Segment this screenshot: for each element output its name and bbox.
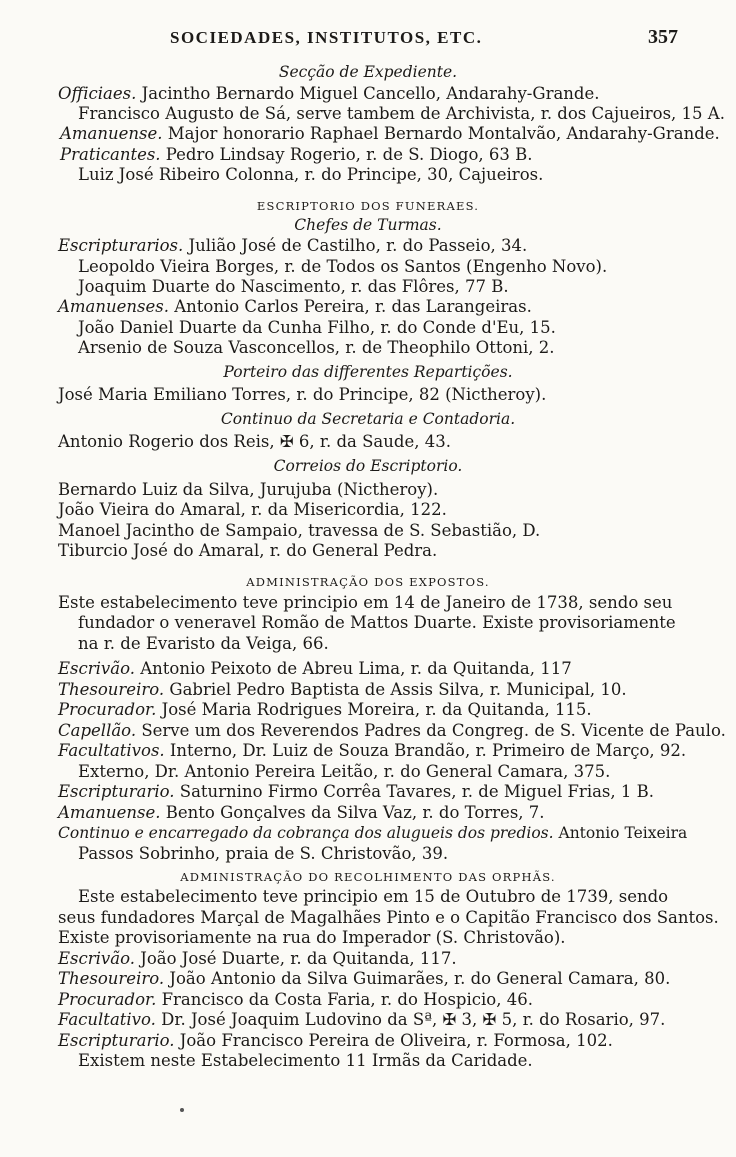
entry-text: fundador o veneravel Romão de Mattos Duarte. Existe provisoriamente xyxy=(78,613,676,632)
entry-label: Escrivão. xyxy=(58,949,135,968)
text-line xyxy=(58,432,451,452)
text-line xyxy=(78,844,448,864)
entry-label: Procurador. xyxy=(58,700,157,719)
entry-label: Continuo e encarregado da cobrança dos alugueis dos predios. xyxy=(58,824,554,842)
text-line xyxy=(58,782,654,802)
entry-text: Saturnino Firmo Corrêa Tavares, r. de Miguel Frias, 1 B. xyxy=(174,782,655,801)
entry-text: Manoel Jacintho de Sampaio, travessa de S. Sebastião, D. xyxy=(58,521,541,540)
entry-text: Serve um dos Reverendos Padres da Congreg. de S. Vicente de Paulo. xyxy=(136,721,726,740)
entry-label: Officiaes. xyxy=(58,84,137,103)
text-line xyxy=(58,741,686,761)
entry-text: João Vieira do Amaral, r. da Misericordia, 122. xyxy=(58,500,447,519)
entry-label: Thesoureiro. xyxy=(58,680,165,699)
text-line xyxy=(58,969,670,989)
entry-text: João Francisco Pereira de Oliveira, r. Formosa, 102. xyxy=(174,1031,613,1050)
stray-dot xyxy=(180,1108,184,1112)
entry-text: Interno, Dr. Luiz de Souza Brandão, r. Primeiro de Março, 92. xyxy=(164,741,687,760)
entry-text: José Maria Rodrigues Moreira, r. da Quitanda, 115. xyxy=(156,700,592,719)
entry-text: Existe provisoriamente na rua do Imperador (S. Christovão). xyxy=(58,928,566,947)
text-line xyxy=(78,104,725,124)
text-line xyxy=(58,659,572,679)
text-line xyxy=(0,62,736,82)
entry-text: Antonio Peixoto de Abreu Lima, r. da Quitanda, 117 xyxy=(134,659,572,678)
entry-text: Jacintho Bernardo Miguel Cancello, Andarahy-Grande. xyxy=(136,84,600,103)
entry-text: Major honorario Raphael Bernardo Montalvão, Andarahy-Grande. xyxy=(162,124,720,143)
entry-text: Dr. José Joaquim Ludovino da Sª, ✠ 3, ✠ 5, r. do Rosario, 97. xyxy=(155,1010,666,1029)
text-line xyxy=(0,456,736,476)
entry-text: Bernardo Luiz da Silva, Jurujuba (Nictheroy). xyxy=(58,480,439,499)
entry-text: Francisco da Costa Faria, r. do Hospicio, 46. xyxy=(156,990,533,1009)
text-line xyxy=(58,593,672,613)
entry-text: Porteiro das differentes Repartições. xyxy=(223,363,513,381)
entry-label: Escripturarios. xyxy=(58,236,184,255)
entry-text: Tiburcio José do Amaral, r. do General Pedra. xyxy=(58,541,438,560)
text-line xyxy=(58,521,540,541)
text-line xyxy=(58,928,566,948)
entry-text: Correios do Escriptorio. xyxy=(273,457,463,475)
text-line xyxy=(78,613,676,633)
page-number: 357 xyxy=(648,26,678,48)
text-line xyxy=(58,823,687,843)
text-line xyxy=(78,318,556,338)
entry-text: Francisco Augusto de Sá, serve tambem de Archivista, r. dos Cajueiros, 15 A. xyxy=(78,104,725,123)
text-line xyxy=(78,165,543,185)
text-line xyxy=(58,949,457,969)
text-line xyxy=(58,385,546,405)
entry-text: ESCRIPTORIO DOS FUNERAES. xyxy=(256,199,480,213)
text-line xyxy=(78,887,668,907)
entry-label: Procurador. xyxy=(58,990,157,1009)
entry-label: Amanuense. xyxy=(58,803,161,822)
entry-label: Amanuense. xyxy=(60,124,163,143)
text-line xyxy=(78,277,509,297)
text-line xyxy=(78,338,555,358)
text-line xyxy=(78,762,610,782)
entry-text: José Maria Emiliano Torres, r. do Principe, 82 (Nictheroy). xyxy=(58,385,547,404)
entry-text: ADMINISTRAÇÃO DO RECOLHIMENTO DAS ORPHÃS. xyxy=(180,870,556,884)
entry-text: Antonio Teixeira xyxy=(553,824,688,842)
text-line xyxy=(78,1051,533,1071)
entry-text: ADMINISTRAÇÃO DOS EXPOSTOS. xyxy=(246,575,490,589)
text-line xyxy=(58,700,592,720)
text-line xyxy=(58,236,527,256)
entry-text: Arsenio de Souza Vasconcellos, r. de Theophilo Ottoni, 2. xyxy=(78,338,555,357)
entry-text: Continuo da Secretaria e Contadoria. xyxy=(220,410,516,428)
entry-text: Este estabelecimento teve principio em 15 de Outubro de 1739, sendo xyxy=(78,887,669,906)
entry-label: Facultativos. xyxy=(58,741,165,760)
entry-text: na r. de Evaristo da Veiga, 66. xyxy=(78,634,329,653)
text-line xyxy=(58,680,627,700)
entry-text: Existem neste Estabelecimento 11 Irmãs da Caridade. xyxy=(78,1051,533,1070)
text-line xyxy=(78,634,329,654)
entry-label: Escripturario. xyxy=(58,1031,175,1050)
entry-label: Escrivão. xyxy=(58,659,135,678)
text-line xyxy=(58,1031,613,1051)
text-line xyxy=(0,196,736,216)
text-line xyxy=(0,867,736,887)
entry-text: Secção de Expediente. xyxy=(278,63,458,81)
text-line xyxy=(58,990,533,1010)
text-line xyxy=(0,362,736,382)
entry-text: Julião José de Castilho, r. do Passeio, 34. xyxy=(183,236,528,255)
entry-text: Passos Sobrinho, praia de S. Christovão, 39. xyxy=(78,844,449,863)
text-line xyxy=(58,908,719,928)
entry-text: Gabriel Pedro Baptista de Assis Silva, r. Municipal, 10. xyxy=(164,680,627,699)
entry-label: Praticantes. xyxy=(60,145,161,164)
entry-text: João José Duarte, r. da Quitanda, 117. xyxy=(134,949,457,968)
text-line xyxy=(58,297,532,317)
text-line xyxy=(60,145,533,165)
entry-text: Pedro Lindsay Rogerio, r. de S. Diogo, 63 B. xyxy=(160,145,533,164)
text-line xyxy=(58,1010,665,1030)
entry-text: Este estabelecimento teve principio em 14 de Janeiro de 1738, sendo seu xyxy=(58,593,673,612)
entry-label: Amanuenses. xyxy=(58,297,169,316)
text-line xyxy=(78,257,607,277)
text-line xyxy=(0,572,736,592)
entry-text: Leopoldo Vieira Borges, r. de Todos os Santos (Engenho Novo). xyxy=(78,257,608,276)
entry-label: Facultativo. xyxy=(58,1010,156,1029)
text-line xyxy=(60,124,720,144)
entry-label: Capellão. xyxy=(58,721,137,740)
entry-text: João Antonio da Silva Guimarães, r. do General Camara, 80. xyxy=(164,969,671,988)
text-line xyxy=(58,721,726,741)
text-line xyxy=(58,480,438,500)
entry-label: Thesoureiro. xyxy=(58,969,165,988)
text-line xyxy=(58,84,600,104)
text-line xyxy=(58,803,545,823)
entry-text: Externo, Dr. Antonio Pereira Leitão, r. do General Camara, 375. xyxy=(78,762,611,781)
entry-text: João Daniel Duarte da Cunha Filho, r. do Conde d'Eu, 15. xyxy=(78,318,556,337)
entry-text: Antonio Rogerio dos Reis, ✠ 6, r. da Saude, 43. xyxy=(58,432,451,451)
text-line xyxy=(0,409,736,429)
entry-text: Bento Gonçalves da Silva Vaz, r. do Torres, 7. xyxy=(160,803,545,822)
entry-text: seus fundadores Marçal de Magalhães Pinto e o Capitão Francisco dos Santos. xyxy=(58,908,719,927)
entry-text: Chefes de Turmas. xyxy=(294,216,442,234)
text-line xyxy=(0,215,736,235)
entry-text: Luiz José Ribeiro Colonna, r. do Principe, 30, Cajueiros. xyxy=(78,165,544,184)
text-line xyxy=(58,500,447,520)
entry-label: Escripturario. xyxy=(58,782,175,801)
running-title: SOCIEDADES, INSTITUTOS, ETC. xyxy=(170,28,483,47)
text-line xyxy=(58,541,437,561)
entry-text: Joaquim Duarte do Nascimento, r. das Flôres, 77 B. xyxy=(78,277,509,296)
entry-text: Antonio Carlos Pereira, r. das Larangeiras. xyxy=(169,297,532,316)
